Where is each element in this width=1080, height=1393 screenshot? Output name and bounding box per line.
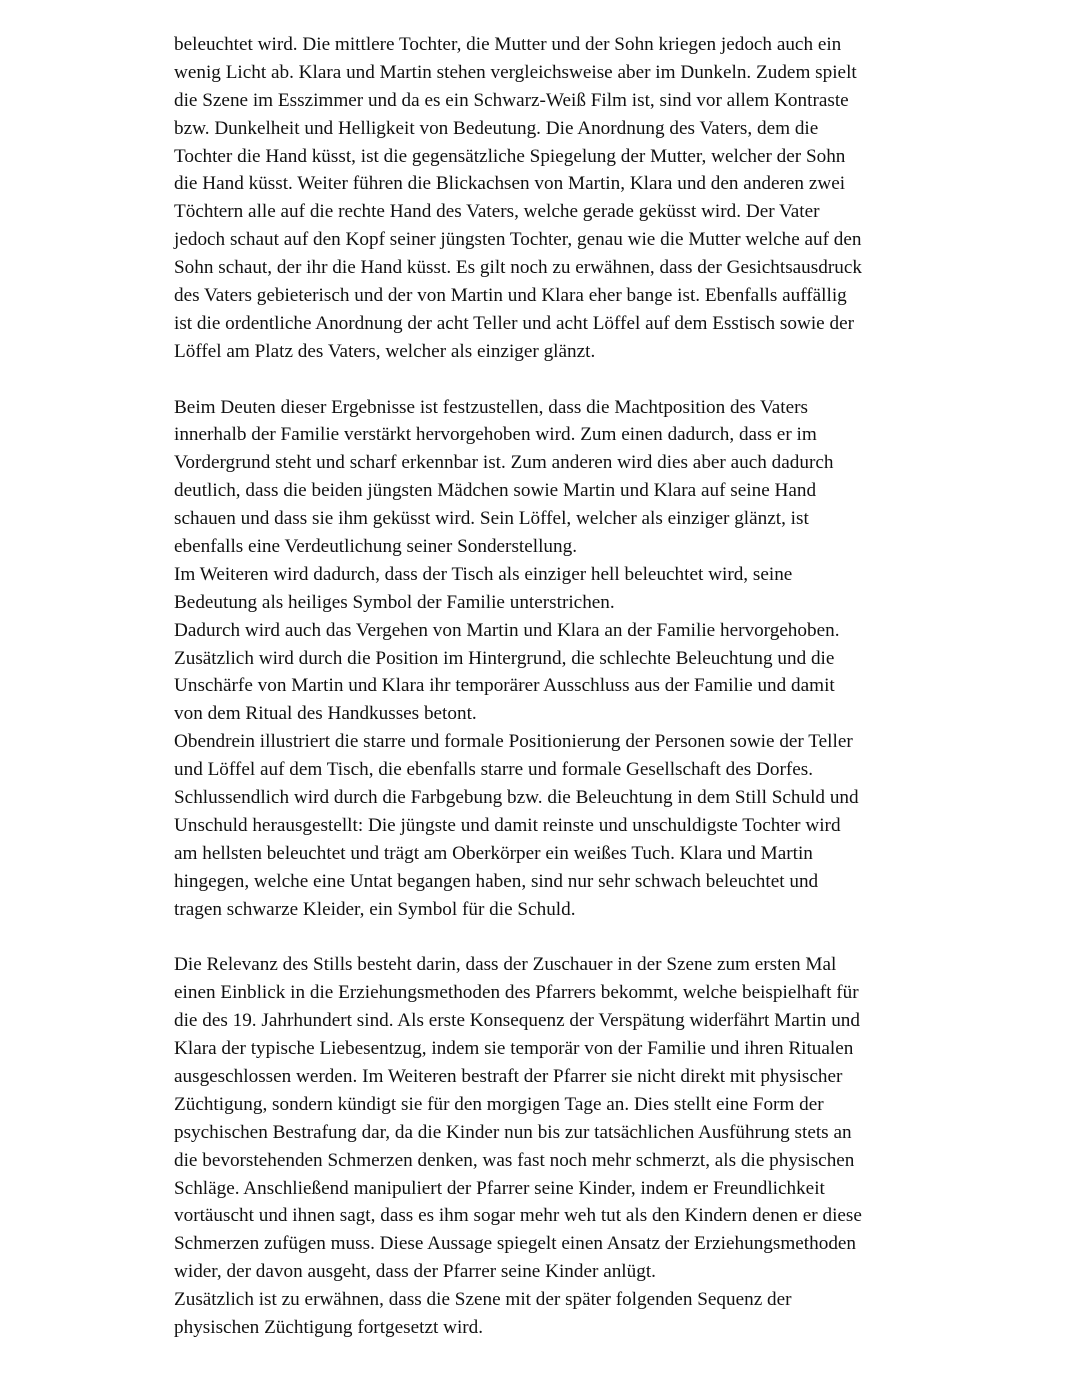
- text-line: Schmerzen zufügen muss. Diese Aussage spiegelt einen Ansatz der Erziehungsmethoden: [174, 1233, 857, 1255]
- text-line: und Löffel auf dem Tisch, die ebenfalls starre und formale Gesellschaft des Dorfes.: [174, 759, 814, 781]
- text-line: die Szene im Esszimmer und da es ein Schwarz-Weiß Film ist, sind vor allem Kontraste: [174, 89, 849, 111]
- text-line: die des 19. Jahrhundert sind. Als erste Konsequenz der Verspätung widerfährt Martin und: [174, 1010, 860, 1032]
- text-line: Dadurch wird auch das Vergehen von Martin und Klara an der Familie hervorgehoben.: [174, 619, 840, 641]
- text-line: jedoch schaut auf den Kopf seiner jüngsten Tochter, genau wie die Mutter welche auf den: [174, 229, 862, 251]
- text-line: von dem Ritual des Handkusses betont.: [174, 703, 477, 725]
- text-line: Schläge. Anschließend manipuliert der Pfarrer seine Kinder, indem er Freundlichkeit: [174, 1177, 825, 1199]
- text-line: schauen und dass sie ihm geküsst wird. Sein Löffel, welcher als einziger glänzt, ist: [174, 508, 809, 530]
- text-line: Sohn schaut, der ihr die Hand küsst. Es gilt noch zu erwähnen, dass der Gesichtsausdruck: [174, 257, 862, 279]
- text-line: beleuchtet wird. Die mittlere Tochter, die Mutter und der Sohn kriegen jedoch auch ein: [174, 34, 842, 55]
- text-line: tragen schwarze Kleider, ein Symbol für die Schuld.: [174, 898, 576, 920]
- text-line: ausgeschlossen werden. Im Weiteren bestraft der Pfarrer sie nicht direkt mit physischer: [174, 1065, 843, 1087]
- text-line: Beim Deuten dieser Ergebnisse ist festzustellen, dass die Machtposition des Vaters: [174, 396, 808, 418]
- text-line: Zusätzlich wird durch die Position im Hintergrund, die schlechte Beleuchtung und die: [174, 647, 835, 669]
- paragraph-1: [174, 31, 954, 366]
- paragraph-3: [174, 951, 954, 1341]
- text-line: hingegen, welche eine Untat begangen haben, sind nur sehr schwach beleuchtet und: [174, 870, 819, 892]
- text-line: Bedeutung als heiliges Symbol der Familie unterstrichen.: [174, 591, 615, 613]
- text-line: Tochter die Hand küsst, ist die gegensätzliche Spiegelung der Mutter, welcher der Sohn: [174, 145, 846, 167]
- text-line: einen Einblick in die Erziehungsmethoden des Pfarrers bekommt, welche beispielhaft für: [174, 982, 859, 1004]
- text-line: Zusätzlich ist zu erwähnen, dass die Szene mit der später folgenden Sequenz der: [174, 1289, 792, 1311]
- text-line: Klara der typische Liebesentzug, indem sie temporär von der Familie und ihren Ritualen: [174, 1038, 854, 1060]
- paragraph-gap: [174, 366, 954, 394]
- text-line: Löffel am Platz des Vaters, welcher als einziger glänzt.: [174, 340, 596, 362]
- text-line: die Hand küsst. Weiter führen die Blickachsen von Martin, Klara und den anderen zwei: [174, 173, 846, 195]
- text-line: die bevorstehenden Schmerzen denken, was fast noch mehr schmerzt, als die physischen: [174, 1149, 855, 1171]
- text-line: Obendrein illustriert die starre und formale Positionierung der Personen sowie der Teller: [174, 731, 853, 753]
- paragraph-2: [174, 394, 954, 924]
- text-line: Unschuld herausgestellt: Die jüngste und damit reinste und unschuldigste Tochter wird: [174, 814, 841, 836]
- text-line: Im Weiteren wird dadurch, dass der Tisch als einziger hell beleuchtet wird, seine: [174, 563, 793, 585]
- paragraph-gap: [174, 924, 954, 952]
- text-line: bzw. Dunkelheit und Helligkeit von Bedeutung. Die Anordnung des Vaters, dem die: [174, 117, 819, 139]
- text-line: vortäuscht und ihnen sagt, dass es ihm sogar mehr weh tut als den Kindern denen er diese: [174, 1205, 862, 1227]
- text-line: deutlich, dass die beiden jüngsten Mädchen sowie Martin und Klara auf seine Hand: [174, 480, 817, 502]
- text-line: Töchtern alle auf die rechte Hand des Vaters, welche gerade geküsst wird. Der Vater: [174, 201, 820, 223]
- text-line: Die Relevanz des Stills besteht darin, dass der Zuschauer in der Szene zum ersten Mal: [174, 954, 837, 976]
- text-line: wenig Licht ab. Klara und Martin stehen vergleichsweise aber im Dunkeln. Zudem spielt: [174, 61, 857, 83]
- text-line: Schlussendlich wird durch die Farbgebung bzw. die Beleuchtung in dem Still Schuld und: [174, 787, 859, 809]
- text-line: Vordergrund steht und scharf erkennbar ist. Zum anderen wird dies aber auch dadurch: [174, 452, 834, 474]
- text-line: wider, der davon ausgeht, dass der Pfarrer seine Kinder anlügt.: [174, 1261, 656, 1283]
- text-line: am hellsten beleuchtet und trägt am Oberkörper ein weißes Tuch. Klara und Martin: [174, 842, 813, 864]
- text-line: Züchtigung, sondern kündigt sie für den morgigen Tage an. Dies stellt eine Form der: [174, 1093, 824, 1115]
- document-page: [174, 31, 954, 1342]
- text-line: ist die ordentliche Anordnung der acht Teller und acht Löffel auf dem Esstisch sowie der: [174, 312, 854, 334]
- text-line: ebenfalls eine Verdeutlichung seiner Sonderstellung.: [174, 536, 578, 558]
- text-line: innerhalb der Familie verstärkt hervorgehoben wird. Zum einen dadurch, dass er im: [174, 424, 817, 446]
- text-line: Unschärfe von Martin und Klara ihr temporärer Ausschluss aus der Familie und damit: [174, 675, 835, 697]
- text-line: physischen Züchtigung fortgesetzt wird.: [174, 1316, 484, 1338]
- text-line: psychischen Bestrafung dar, da die Kinder nun bis zur tatsächlichen Ausführung stets an: [174, 1121, 852, 1143]
- text-line: des Vaters gebieterisch und der von Martin und Klara eher bange ist. Ebenfalls auffällig: [174, 285, 847, 307]
